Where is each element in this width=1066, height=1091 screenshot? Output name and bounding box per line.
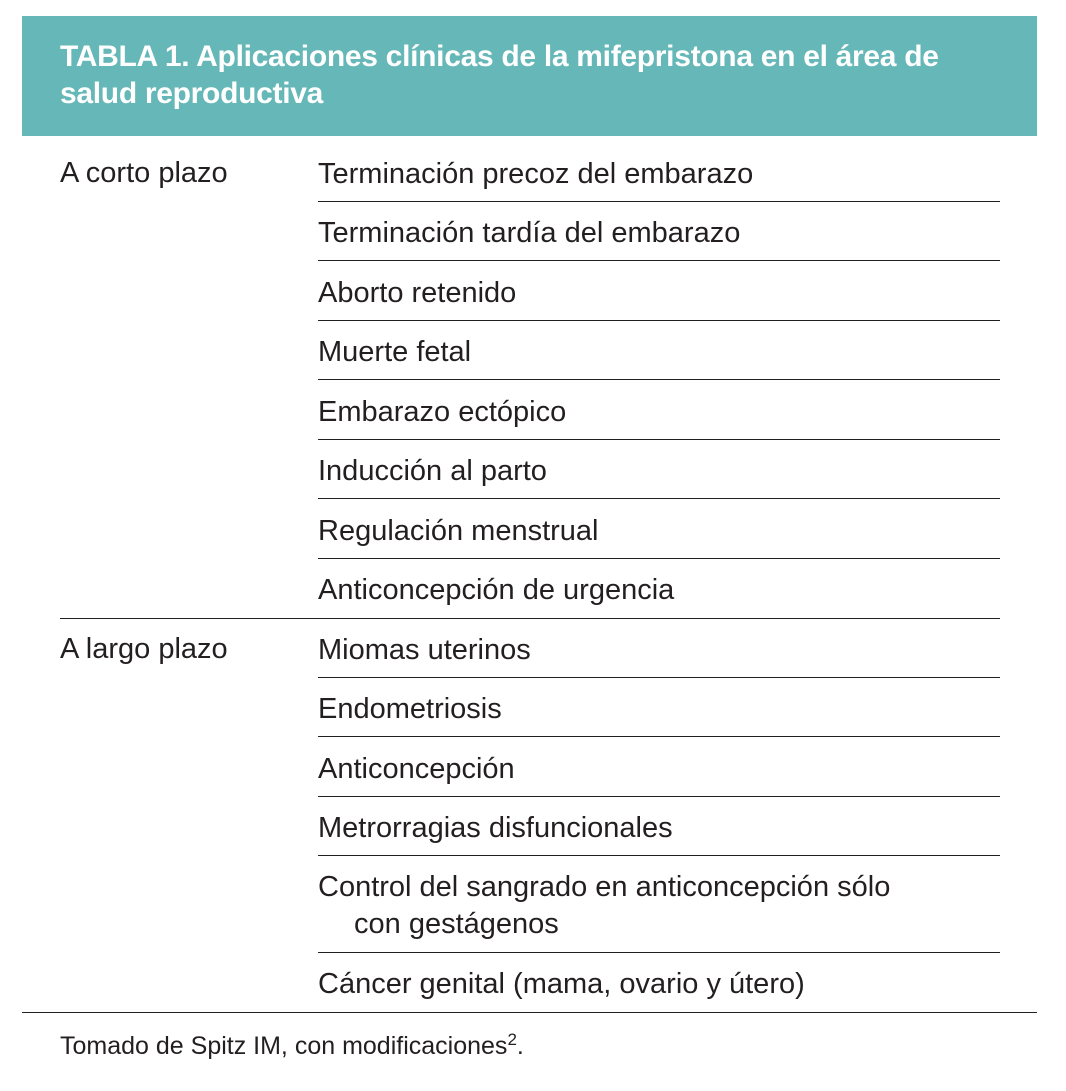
table-cell: Terminación tardía del embarazo xyxy=(318,217,741,249)
section-label-long-term: A largo plazo xyxy=(60,633,228,665)
table-cell: Inducción al parto xyxy=(318,455,547,487)
table-cell: Anticoncepción xyxy=(318,753,515,785)
table-row xyxy=(318,513,1000,559)
table-row xyxy=(318,869,1000,953)
section-label-short-term: A corto plazo xyxy=(60,157,228,189)
table-row xyxy=(318,691,1000,737)
table-row xyxy=(318,215,1000,261)
table-cell: Metrorragias disfuncionales xyxy=(318,812,673,844)
footnote-text: Tomado de Spitz IM, con modificaciones xyxy=(60,1032,508,1060)
table-footnote xyxy=(60,1030,524,1062)
table-cell: Aborto retenido xyxy=(318,277,517,309)
table-title-line-1: TABLA 1. Aplicaciones clínicas de la mifepristona en el área de xyxy=(60,40,939,73)
table-cell: Endometriosis xyxy=(318,693,502,725)
table-row xyxy=(318,275,1000,321)
table-cell: Anticoncepción de urgencia xyxy=(318,574,675,606)
table-cell: Control del sangrado en anticoncepción sólo xyxy=(318,871,891,903)
footnote-period: . xyxy=(516,1032,524,1060)
table-row xyxy=(318,156,1000,202)
section-divider xyxy=(60,618,1000,619)
table-cell: Cáncer genital (mama, ovario y útero) xyxy=(318,968,805,1000)
footnote-reference: 2 xyxy=(507,1030,517,1049)
table-title-line-2: salud reproductiva xyxy=(60,77,324,110)
table-row xyxy=(318,334,1000,380)
table-row xyxy=(318,453,1000,499)
table-cell: Embarazo ectópico xyxy=(318,396,567,428)
table-title xyxy=(22,16,1037,136)
table-row xyxy=(318,751,1000,797)
table-cell: Muerte fetal xyxy=(318,336,472,368)
table-row xyxy=(318,632,1000,678)
table-row xyxy=(318,810,1000,856)
table-cell: Regulación menstrual xyxy=(318,515,599,547)
table-cell-continuation: con gestágenos xyxy=(354,908,559,940)
table-row xyxy=(318,572,1000,618)
table-bottom-rule xyxy=(22,1012,1037,1013)
table-cell: Terminación precoz del embarazo xyxy=(318,158,754,190)
table-row xyxy=(318,394,1000,440)
table-cell: Miomas uterinos xyxy=(318,634,531,666)
table-row xyxy=(318,966,1000,1012)
